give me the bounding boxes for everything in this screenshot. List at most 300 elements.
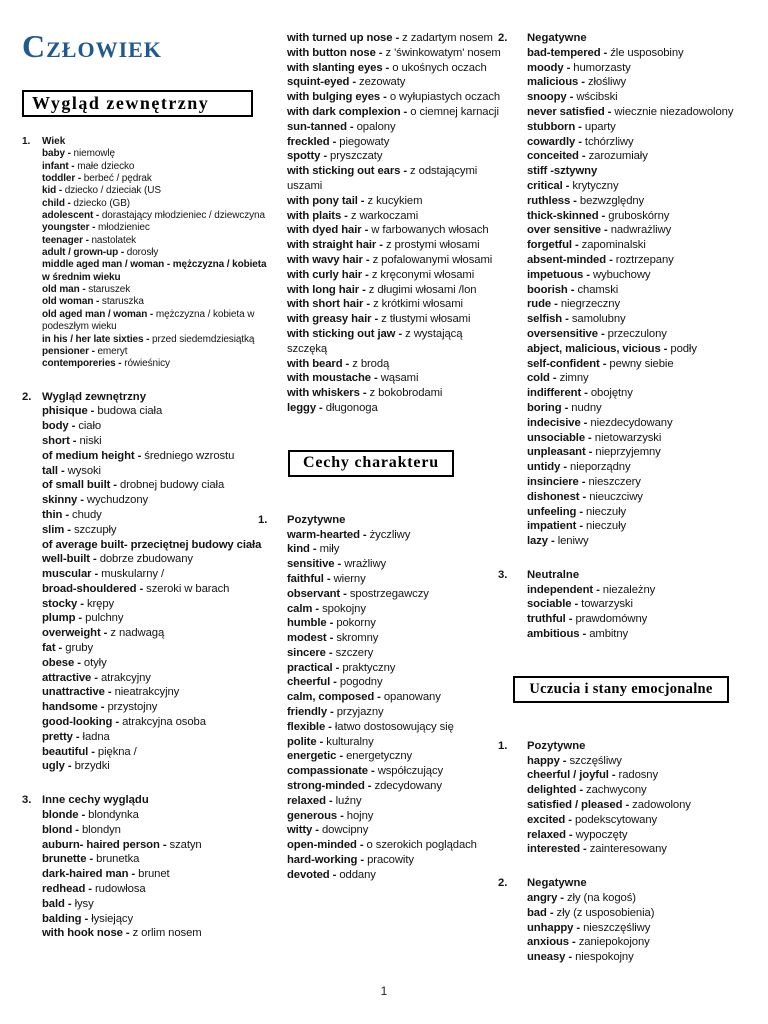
- vocab-entry: [527, 416, 764, 431]
- entry-term-en: calm, composed -: [287, 691, 381, 704]
- section-heading-row: [258, 513, 503, 528]
- entry-def-pl: spostrzegawczy: [346, 587, 429, 600]
- entry-def-pl: z tłustymi włosami: [378, 313, 471, 326]
- vocab-entry: [42, 284, 272, 296]
- vocab-entry: [287, 105, 503, 120]
- entry-term-en: sensitive -: [287, 558, 342, 571]
- vocab-entry: [527, 612, 764, 627]
- entry-def-pl: prawdomówny: [572, 613, 648, 626]
- entry-def-pl: leniwy: [554, 535, 589, 548]
- entry-def-pl: niezależny: [599, 583, 656, 596]
- vocab-entry: [287, 572, 503, 587]
- entry-term-en: old man -: [42, 284, 86, 296]
- entry-def-pl: ciało: [75, 420, 102, 433]
- section-heading-row: [498, 739, 764, 754]
- vocab-entry: [287, 735, 503, 750]
- vocab-entry: [42, 161, 272, 173]
- vocab-entry: [42, 464, 272, 479]
- entry-def-pl: wypoczęty: [572, 828, 628, 841]
- entry-term-en: with wavy hair -: [287, 253, 370, 266]
- section-heading: Wygląd zewnętrzny: [42, 390, 146, 403]
- entry-def-pl: skromny: [333, 632, 379, 645]
- vocab-entry: [287, 61, 503, 76]
- entry-term-en: polite -: [287, 735, 324, 748]
- entry-def-pl: samolubny: [568, 313, 626, 326]
- vocab-entry: [527, 754, 764, 769]
- vocab-entry: [42, 685, 272, 700]
- vocab-entry: [42, 173, 272, 185]
- entry-def-pl: brzydki: [71, 760, 110, 773]
- vocab-entry: [42, 671, 272, 686]
- vocab-entry: [42, 700, 272, 715]
- entry-def-pl: przed siedemdziesiątką: [149, 333, 255, 345]
- entry-term-en: forgetful -: [527, 239, 579, 252]
- entry-def-pl: uparty: [581, 120, 616, 133]
- vocab-entry: [42, 897, 272, 912]
- entry-def-pl: młodzieniec: [95, 222, 150, 234]
- entry-term-en: skinny -: [42, 494, 84, 507]
- vocab-items: [258, 528, 503, 883]
- entry-def-pl: z nadwagą: [107, 627, 165, 640]
- vocab-entry: [42, 567, 272, 582]
- vocab-entry: [42, 759, 272, 774]
- entry-term-en: with hook nose -: [42, 927, 130, 940]
- vocab-entry: [42, 611, 272, 626]
- vocab-entry: [287, 764, 503, 779]
- vocab-entry: [287, 371, 503, 386]
- vocab-entry: [287, 542, 503, 557]
- vocab-entry: [42, 148, 272, 160]
- entry-term-en: angry -: [527, 892, 564, 905]
- entry-def-pl: towarzyski: [578, 598, 633, 611]
- entry-def-pl: przyjazny: [333, 706, 384, 719]
- vocab-entry: [287, 528, 503, 543]
- entry-def-pl: chudy: [69, 508, 102, 521]
- entry-def-pl: energetyczny: [343, 750, 413, 763]
- vocab-section: [498, 568, 764, 642]
- entry-term-en: beautiful -: [42, 745, 95, 758]
- entry-term-en: thick-skinned -: [527, 209, 606, 222]
- entry-term-en: witty -: [287, 824, 319, 837]
- vocab-items: [258, 31, 503, 416]
- entry-def-pl: z krótkimi włosami: [370, 298, 463, 311]
- entry-def-pl: przystojny: [104, 701, 158, 714]
- entry-term-en: generous -: [287, 809, 344, 822]
- section-number: 3.: [22, 794, 32, 807]
- entry-term-en: with turned up nose -: [287, 32, 400, 44]
- entry-def-pl: gruboskórny: [605, 209, 670, 222]
- entry-def-pl: staruszek: [85, 284, 131, 296]
- vocab-entry: [527, 223, 764, 238]
- entry-term-en: indifferent -: [527, 387, 588, 400]
- vocab-entry: [527, 921, 764, 936]
- entry-def-pl: podekscytowany: [571, 813, 658, 826]
- entry-term-en: selfish -: [527, 313, 569, 326]
- entry-def-pl: tchórzliwy: [581, 135, 634, 148]
- entry-term-en: tall -: [42, 464, 65, 477]
- section-number: 1.: [22, 136, 31, 147]
- entry-term-en: never satisfied -: [527, 105, 612, 118]
- entry-def-pl: opalony: [353, 120, 396, 133]
- entry-def-pl: ładna: [79, 730, 110, 743]
- entry-term-en: sincere -: [287, 646, 333, 659]
- entry-term-en: conceited -: [527, 150, 586, 163]
- entry-def-pl: zadowolony: [629, 799, 691, 812]
- vocab-entry: [287, 602, 503, 617]
- entry-def-pl: średniego wzrostu: [141, 449, 235, 462]
- entry-def-pl: w farbowanych włosach: [368, 224, 489, 237]
- vocab-list: [258, 31, 503, 416]
- vocab-entry: [42, 552, 272, 567]
- vocab-entry: [527, 75, 764, 90]
- entry-def-pl: pulchny: [82, 612, 124, 625]
- entry-term-en: dark-haired man -: [42, 868, 136, 881]
- vocab-entry: [42, 926, 272, 941]
- entry-term-en: contemporeries -: [42, 358, 122, 370]
- entry-def-pl: humorzasty: [570, 61, 631, 74]
- entry-def-pl: z zadartym nosem: [399, 32, 493, 44]
- entry-def-pl: z kucykiem: [364, 194, 423, 207]
- entry-term-en: with slanting eyes -: [287, 61, 390, 74]
- entry-term-en: satisfied / pleased -: [527, 799, 630, 812]
- entry-def-pl: luźny: [332, 794, 362, 807]
- entry-term-en: indecisive -: [527, 416, 588, 429]
- entry-term-en: adult / grown-up -: [42, 247, 125, 259]
- vocab-entry: [287, 557, 503, 572]
- entry-def-pl: niski: [76, 434, 102, 447]
- entry-term-en: with greasy hair -: [287, 313, 379, 326]
- entry-def-pl: brunet: [135, 868, 170, 881]
- entry-def-pl: zaniepokojony: [575, 936, 650, 949]
- vocab-entry: [527, 490, 764, 505]
- entry-def-pl: dziecko / dzieciak (US: [62, 185, 161, 197]
- vocab-entry: [42, 259, 272, 284]
- entry-def-pl: nieuczciwy: [586, 490, 643, 503]
- entry-term-en: boring -: [527, 401, 569, 414]
- vocab-entry: [527, 149, 764, 164]
- entry-def-pl: ambitny: [586, 628, 629, 641]
- vocab-entry: [527, 357, 764, 372]
- entry-def-pl: źle usposobiny: [607, 46, 684, 59]
- entry-def-pl: opanowany: [380, 691, 441, 704]
- entry-def-pl: zachwycony: [583, 784, 647, 797]
- entry-def-pl: pewny siebie: [606, 357, 674, 370]
- entry-def-pl: małe dziecko: [74, 160, 135, 172]
- entry-def-pl: pokorny: [333, 617, 376, 630]
- entry-term-en: cheerful -: [287, 676, 337, 689]
- entry-term-en: pensioner -: [42, 345, 95, 357]
- entry-term-en: broad-shouldered -: [42, 582, 144, 595]
- vocab-entry: [42, 730, 272, 745]
- entry-term-en: with long hair -: [287, 283, 366, 296]
- entry-def-pl: chamski: [574, 283, 619, 296]
- entry-term-en: of average built- przeciętnej budowy ciała: [42, 538, 262, 551]
- vocab-entry: [42, 912, 272, 927]
- entry-term-en: toddler -: [42, 173, 82, 185]
- vocab-entry: [527, 505, 764, 520]
- vocab-entry: [42, 626, 272, 641]
- entry-def-pl: pogodny: [336, 676, 383, 689]
- entry-term-en: blond -: [42, 823, 79, 836]
- entry-def-pl: niemowlę: [70, 148, 115, 160]
- entry-def-pl: oddany: [336, 868, 376, 881]
- entry-def-pl: nadwrażliwy: [607, 224, 672, 237]
- section-number: 2.: [498, 32, 508, 44]
- entry-term-en: pretty -: [42, 730, 80, 743]
- vocab-entry: [42, 715, 272, 730]
- entry-def-pl: roztrzepany: [612, 253, 674, 266]
- entry-def-pl: zarozumiały: [585, 150, 648, 163]
- vocab-entry: [42, 523, 272, 538]
- vocab-entry: [42, 334, 272, 346]
- vocab-entry: [287, 357, 503, 372]
- entry-term-en: sun-tanned -: [287, 120, 354, 133]
- vocab-entry: [42, 852, 272, 867]
- vocab-entry: [527, 120, 764, 135]
- entry-term-en: faithful -: [287, 572, 331, 585]
- entry-term-en: cowardly -: [527, 135, 582, 148]
- entry-def-pl: rudowłosa: [91, 883, 146, 896]
- entry-term-en: body -: [42, 420, 76, 433]
- entry-def-pl: krytyczny: [569, 179, 619, 192]
- vocab-entry: [42, 656, 272, 671]
- entry-def-pl: nieszczęśliwy: [580, 921, 651, 934]
- entry-term-en: truthful -: [527, 613, 573, 626]
- vocab-entry: [287, 779, 503, 794]
- entry-term-en: leggy -: [287, 401, 323, 414]
- vocab-items: [498, 46, 764, 549]
- entry-term-en: friendly -: [287, 706, 334, 719]
- section-heading: Negatywne: [527, 32, 587, 44]
- entry-def-pl: nastolatek: [88, 234, 137, 246]
- vocab-section: [498, 739, 764, 857]
- entry-term-en: unpleasant -: [527, 446, 593, 459]
- vocab-entry: [287, 149, 503, 164]
- entry-def-pl: nietowarzyski: [591, 431, 662, 444]
- entry-def-pl: nieporządny: [567, 461, 631, 474]
- entry-term-en: unfeeling -: [527, 505, 584, 518]
- entry-def-pl: wybuchowy: [589, 268, 651, 281]
- entry-def-pl: o wyłupiastych oczach: [386, 91, 501, 104]
- vocab-entry: [527, 135, 764, 150]
- vocab-entry: [42, 210, 272, 222]
- vocab-entry: [287, 120, 503, 135]
- vocab-entry: [527, 906, 764, 921]
- vocab-entry: [527, 253, 764, 268]
- entry-term-en: youngster -: [42, 222, 96, 234]
- entry-def-pl: szczupły: [70, 523, 117, 536]
- entry-def-pl: radosny: [615, 769, 659, 782]
- entry-def-pl: z kręconymi włosami: [368, 268, 475, 281]
- entry-def-pl: wąsami: [377, 372, 419, 385]
- vocab-entry: [42, 185, 272, 197]
- vocab-entry: [287, 386, 503, 401]
- entry-term-en: self-confident -: [527, 357, 607, 370]
- entry-term-en: over sensitive -: [527, 224, 608, 237]
- entry-def-pl: zdecydowany: [371, 780, 442, 793]
- entry-term-en: in his / her late sixties -: [42, 333, 150, 345]
- entry-term-en: devoted -: [287, 868, 337, 881]
- entry-def-pl: emeryt: [94, 345, 128, 357]
- entry-def-pl: pracowity: [364, 854, 414, 867]
- vocab-entry: [42, 538, 272, 553]
- vocab-entry: [42, 358, 272, 370]
- section-heading-row: [498, 31, 764, 46]
- entry-term-en: anxious -: [527, 936, 576, 949]
- entry-term-en: adolescent -: [42, 210, 100, 222]
- section-number: 1.: [498, 739, 508, 752]
- vocab-entry: [527, 268, 764, 283]
- vocab-entry: [527, 179, 764, 194]
- entry-def-pl: długonoga: [322, 401, 378, 414]
- vocab-entry: [287, 587, 503, 602]
- column-middle: [258, 31, 503, 883]
- entry-term-en: unattractive -: [42, 686, 112, 699]
- vocab-entry: [287, 223, 503, 238]
- vocab-entry: [42, 478, 272, 493]
- vocab-entry: [287, 823, 503, 838]
- vocab-section: [258, 513, 503, 883]
- section-heading-row: [498, 568, 764, 583]
- entry-def-pl: z pofalowanymi włosami: [369, 253, 493, 266]
- vocab-entry: [287, 253, 503, 268]
- entry-term-en: bad -: [527, 906, 554, 919]
- entry-term-en: energetic -: [287, 750, 344, 763]
- entry-def-pl: dobrze zbudowany: [96, 553, 193, 566]
- entry-term-en: kid -: [42, 185, 63, 197]
- vocab-items: [498, 891, 764, 965]
- entry-term-en: old woman -: [42, 296, 100, 308]
- vocab-section: [498, 31, 764, 549]
- entry-term-en: unhappy -: [527, 921, 581, 934]
- vocab-entry: [287, 75, 503, 90]
- vocab-entry: [287, 631, 503, 646]
- entry-term-en: blonde -: [42, 809, 86, 822]
- section-heading: Neutralne: [527, 568, 580, 581]
- entry-def-pl: przeczulony: [604, 327, 667, 340]
- entry-def-pl: piękna /: [94, 745, 137, 758]
- vocab-entry: [42, 867, 272, 882]
- vocab-entry: [42, 222, 272, 234]
- entry-def-pl: atrakcyjny: [97, 671, 151, 684]
- entry-def-pl: wiecznie niezadowolony: [611, 105, 734, 118]
- entry-def-pl: zezowaty: [356, 76, 406, 89]
- entry-def-pl: hojny: [343, 809, 374, 822]
- entry-term-en: with whiskers -: [287, 387, 367, 400]
- vocab-entry: [42, 404, 272, 419]
- entry-def-pl: praktyczny: [339, 661, 396, 674]
- vocab-entry: [42, 235, 272, 247]
- entry-def-pl: wychudzony: [83, 494, 149, 507]
- entry-term-en: observant -: [287, 587, 347, 600]
- entry-term-en: ruthless -: [527, 194, 577, 207]
- entry-term-en: hard-working -: [287, 854, 365, 867]
- entry-def-pl: pryszczaty: [327, 150, 383, 163]
- vocab-entry: [287, 238, 503, 253]
- vocab-entry: [527, 431, 764, 446]
- entry-term-en: dishonest -: [527, 490, 587, 503]
- vocab-entry: [527, 445, 764, 460]
- vocab-entry: [42, 493, 272, 508]
- entry-def-pl: nieatrakcyjny: [111, 686, 180, 699]
- entry-term-en: child -: [42, 197, 71, 209]
- entry-term-en: fat -: [42, 642, 63, 655]
- vocab-entry: [527, 312, 764, 327]
- entry-term-en: kind -: [287, 543, 317, 556]
- vocab-entry: [42, 419, 272, 434]
- vocab-entry: [42, 838, 272, 853]
- entry-def-pl: krępy: [83, 597, 115, 610]
- entry-def-pl: wścibski: [573, 91, 618, 104]
- vocab-entry: [287, 868, 503, 883]
- entry-term-en: sociable -: [527, 598, 579, 611]
- vocab-entry: [287, 90, 503, 105]
- vocab-entry: [527, 842, 764, 857]
- vocab-entry: [527, 783, 764, 798]
- entry-def-pl: nieszczery: [585, 475, 641, 488]
- vocab-entry: [287, 720, 503, 735]
- vocab-entry: [527, 460, 764, 475]
- entry-term-en: attractive -: [42, 671, 98, 684]
- entry-def-pl: z bokobrodami: [366, 387, 443, 400]
- entry-term-en: handsome -: [42, 701, 105, 714]
- entry-def-pl: współczujący: [374, 765, 444, 778]
- vocab-entry: [527, 798, 764, 813]
- entry-def-pl: z długimi włosami /lon: [365, 283, 477, 296]
- section-number: 3.: [498, 568, 508, 581]
- vocab-entry: [527, 519, 764, 534]
- vocab-entry: [527, 891, 764, 906]
- entry-def-pl: dorosły: [124, 247, 159, 259]
- vocab-entry: [527, 238, 764, 253]
- vocab-entry: [527, 768, 764, 783]
- entry-term-en: overweight -: [42, 627, 108, 640]
- vocab-items: [22, 148, 272, 370]
- vocab-entry: [527, 475, 764, 490]
- entry-term-en: cheerful / joyful -: [527, 769, 616, 782]
- vocab-entry: [527, 828, 764, 843]
- vocab-entry: [287, 283, 503, 298]
- entry-term-en: unsociable -: [527, 431, 592, 444]
- vocab-entry: [527, 194, 764, 209]
- entry-term-en: interested -: [527, 843, 587, 856]
- section-heading-row: [22, 390, 272, 405]
- vocab-entry: [527, 371, 764, 386]
- entry-term-en: with plaits -: [287, 209, 348, 222]
- entry-term-en: happy -: [527, 754, 567, 767]
- section-heading-row: [22, 136, 272, 148]
- vocab-entry: [42, 597, 272, 612]
- entry-term-en: impatient -: [527, 520, 584, 533]
- entry-term-en: delighted -: [527, 784, 584, 797]
- entry-term-en: compassionate -: [287, 765, 375, 778]
- vocab-entry: [42, 808, 272, 823]
- vocab-section: [22, 136, 272, 371]
- vocab-items: [22, 808, 272, 941]
- entry-def-pl: muskularny /: [98, 568, 165, 581]
- vocab-entry: [287, 297, 503, 312]
- vocab-entry: [527, 46, 764, 61]
- entry-def-pl: rówieśnicy: [121, 358, 170, 370]
- entry-term-en: balding -: [42, 912, 89, 925]
- vocab-entry: [527, 386, 764, 401]
- entry-term-en: with beard -: [287, 357, 350, 370]
- entry-term-en: lazy -: [527, 535, 555, 548]
- entry-term-en: critical -: [527, 179, 570, 192]
- vocab-entry: [527, 164, 764, 179]
- entry-term-en: freckled -: [287, 135, 337, 148]
- entry-def-pl: otyły: [80, 656, 107, 669]
